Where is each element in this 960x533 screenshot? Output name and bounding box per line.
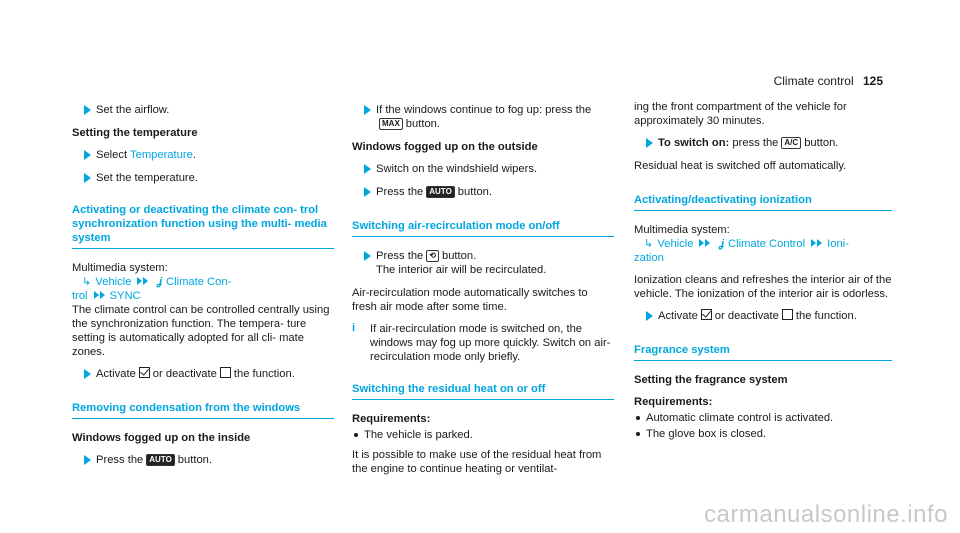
step-arrow-icon [84,369,91,379]
recirculation-icon: ⟲ [426,250,439,262]
step-set-airflow: Set the airflow. [72,103,334,117]
ac-button-icon: A/C [781,137,801,149]
path-separator-icon [705,239,710,247]
step-arrow-icon [646,311,653,321]
step-arrow-icon [364,105,371,115]
path-separator-icon [143,277,148,285]
paragraph-recirc: Air-recirculation mode automatically switches to fresh air mode after some time. [352,287,588,313]
menu-path-ionization [634,237,892,251]
step-arrow-icon [84,105,91,115]
path-sync[interactable]: SYNC [109,290,141,302]
step-arrow-icon [84,455,91,465]
max-defrost-icon: MAX [379,118,403,130]
empty-box-icon [220,367,231,378]
step-switch-on: To switch on: press the A/C button. [634,136,892,150]
page-title: Climate control [773,74,854,88]
paragraph-residual-cont: ing the front compartment of the vehicle for approximately 30 minutes. [634,101,847,127]
note-recirc: i If air-recirculation mode is switched on, the windows may fog up more quickly. Switch on air-recirculation mode only briefly. [352,322,611,363]
section-heading-residual-heat: Switching the residual heat on or off [352,382,614,400]
path-ionization[interactable]: Ioni- [827,238,849,250]
paragraph-sync: The climate control can be controlled centrally using the synchronization function. The tempera- ture setting is automatically adopted for all cli- mate zones. [72,304,330,358]
column-2 [352,100,614,484]
seat-fan-icon: ʝ [157,276,163,288]
heading-setting-fragrance: Setting the fragrance system [634,374,788,386]
empty-box-icon [782,309,793,320]
page-number: 125 [862,74,883,88]
temperature-link[interactable]: Temperature [130,149,193,161]
heading-setting-temperature: Setting the temperature [72,127,198,139]
multimedia-label: Multimedia system: [634,224,730,236]
section-heading-recirculation: Switching air-recirculation mode on/off [352,219,614,237]
path-vehicle[interactable]: Vehicle [95,276,132,288]
heading-requirements: Requirements: [352,413,431,425]
step-arrow-icon [364,251,371,261]
path-separator-icon [699,239,704,247]
section-heading-fragrance: Fragrance system [634,343,892,361]
requirement-item: The vehicle is parked. [352,428,614,442]
heading-fogged-inside: Windows fogged up on the inside [72,432,251,444]
step-set-temperature: Set the temperature. [72,171,334,185]
heading-fogged-outside: Windows fogged up on the outside [352,141,538,153]
requirement-item: The glove box is closed. [634,427,892,441]
step-press-auto: Press the AUTO button. [72,453,334,467]
paragraph-ionization: Ionization cleans and refreshes the interior air of the vehicle. The ionization of the interior air is odorless. [634,274,892,300]
path-separator-icon [817,239,822,247]
enter-arrow-icon: ↳ [644,238,654,250]
multimedia-label: Multimedia system: [72,262,168,274]
menu-path-sync-cont: trol SYNC [72,290,141,302]
heading-requirements: Requirements: [634,396,713,408]
path-separator-icon [100,291,105,299]
step-press-recirc: Press the ⟲ button. The interior air will be recirculated. [352,249,614,277]
step-activate-sync: Activate or deactivate the function. [72,367,334,381]
step-activate-ionization: Activate or deactivate the function. [634,309,892,323]
section-heading-sync: Activating or deactivating the climate con- trol synchronization function using the multi- media system [72,203,334,249]
path-separator-icon [811,239,816,247]
path-vehicle[interactable]: Vehicle [657,238,694,250]
step-arrow-icon [84,150,91,160]
step-arrow-icon [364,164,371,174]
auto-button-icon: AUTO [426,186,455,198]
step-arrow-icon [646,138,653,148]
section-heading-condensation: Removing condensation from the windows [72,401,334,419]
page-header [774,74,883,88]
checked-box-icon [139,367,150,378]
step-arrow-icon [364,187,371,197]
paragraph-residual: It is possible to make use of the residual heat from the engine to continue heating or ventilat- [352,449,602,475]
section-heading-ionization: Activating/deactivating ionization [634,193,892,211]
auto-button-icon: AUTO [146,454,175,466]
step-press-auto-2: Press the AUTO button. [352,185,614,199]
seat-fan-icon: ʝ [719,238,725,250]
requirement-item: Automatic climate control is activated. [634,411,892,425]
path-climate[interactable]: Climate Con- [166,276,232,288]
path-separator-icon [94,291,99,299]
menu-path-sync [72,275,334,289]
path-climate-control[interactable]: Climate Control [728,238,806,250]
step-press-max: If the windows continue to fog up: press the MAX button. [352,103,614,131]
column-3 [634,100,892,443]
column-1 [72,100,334,476]
step-arrow-icon [84,173,91,183]
checked-box-icon [701,309,712,320]
enter-arrow-icon: ↳ [82,276,92,288]
step-wipers: Switch on the windshield wipers. [352,162,614,176]
step-select-temperature: Select Temperature. [72,148,334,162]
watermark: carmanualsonline.info [704,501,948,528]
path-separator-icon [137,277,142,285]
paragraph-auto-off: Residual heat is switched off automatically. [634,160,847,172]
menu-path-ionization-cont: zation [634,252,664,264]
info-icon: i [352,322,356,334]
